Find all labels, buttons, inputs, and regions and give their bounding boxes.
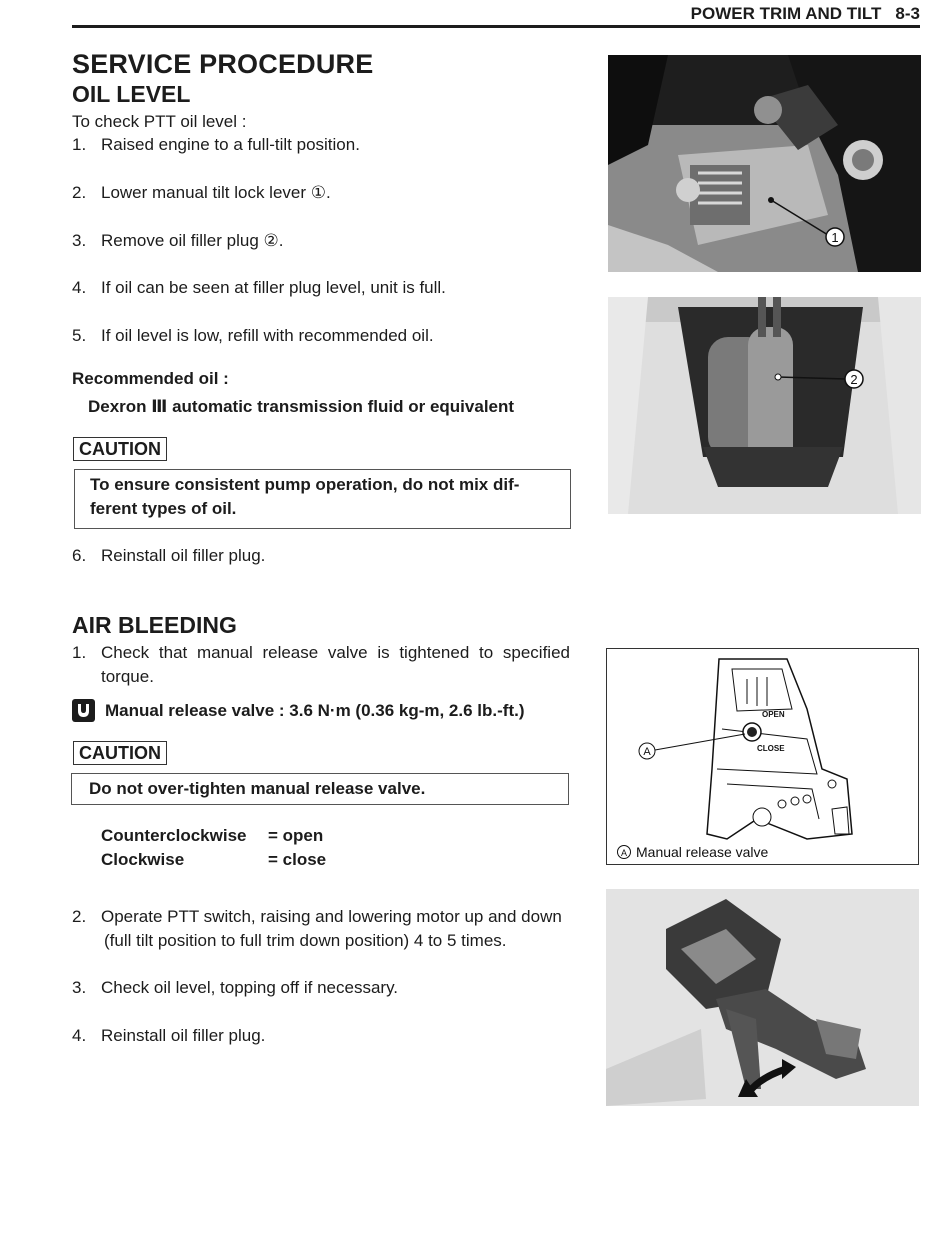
manual-release-valve-diagram	[606, 648, 919, 865]
air-step-3	[72, 976, 398, 1000]
header-section: POWER TRIM AND TILT	[690, 4, 882, 23]
tilting-motor-photo	[606, 889, 919, 1106]
caution-box	[74, 469, 571, 529]
marker-a-label: A	[643, 746, 651, 758]
step-2	[72, 181, 331, 205]
step-4	[72, 276, 446, 300]
valve-direction-table	[101, 824, 326, 872]
air-bleeding-title: AIR BLEEDING	[72, 612, 237, 638]
section-title: SERVICE PROCEDURE	[72, 49, 374, 79]
step-number: 4.	[72, 1026, 87, 1045]
caution-box-2	[71, 773, 569, 805]
step-text: Raised engine to a full-tilt position.	[101, 135, 360, 154]
page-number: 8-3	[895, 4, 920, 23]
oil-filler-plug-photo	[608, 297, 921, 514]
step-text: If oil can be seen at filler plug level, unit is full.	[101, 278, 446, 297]
step-number: 5.	[72, 326, 87, 345]
open-label: OPEN	[762, 710, 785, 719]
step-number: 3.	[72, 978, 87, 997]
direction-label: Counterclockwise	[101, 826, 247, 845]
step-3	[72, 229, 283, 253]
step-number: 3.	[72, 231, 87, 250]
close-label: CLOSE	[757, 744, 785, 753]
caution-text-2: Do not over-tighten manual release valve.	[89, 779, 426, 798]
direction-value: = close	[268, 850, 327, 869]
caution-label: CAUTION	[73, 437, 167, 461]
step-text: Reinstall oil filler plug.	[101, 546, 266, 565]
direction-row	[101, 848, 326, 872]
caution-text: To ensure consistent pump operation, do not mix dif- ferent types of oil.	[90, 475, 520, 518]
page-header	[0, 4, 920, 24]
step-text: If oil level is low, refill with recommended oil.	[101, 326, 434, 345]
direction-row	[101, 824, 326, 848]
header-rule	[72, 25, 920, 28]
oil-level-intro: To check PTT oil level :	[72, 112, 247, 131]
torque-spec: Manual release valve : 3.6 N·m (0.36 kg-m, 2.6 lb.-ft.)	[105, 701, 525, 720]
step-number: 1.	[72, 135, 87, 154]
oil-level-title: OIL LEVEL	[72, 81, 191, 107]
air-step-2	[72, 905, 562, 953]
step-number: 2.	[72, 907, 87, 926]
callout-1-label: 1	[831, 230, 839, 245]
tilt-lock-lever-photo	[608, 55, 921, 272]
air-step-4	[72, 1024, 265, 1048]
step-5	[72, 324, 434, 348]
step-text-line2: (full tilt position to full trim down position) 4 to 5 times.	[104, 931, 507, 950]
diagram-caption: Manual release valve	[636, 844, 769, 860]
recommended-oil-value: Dexron Ⅲ automatic transmission fluid or equivalent	[88, 397, 515, 416]
callout-2-label: 2	[850, 372, 858, 387]
torque-wrench-icon	[72, 699, 95, 722]
step-text: Reinstall oil filler plug.	[101, 1026, 266, 1045]
step-text: Check that manual release valve is tightened to specified torque.	[101, 643, 570, 686]
step-number: 2.	[72, 183, 87, 202]
caution-label-2: CAUTION	[73, 741, 167, 765]
step-text: Operate PTT switch, raising and lowering motor up and down	[101, 907, 562, 926]
step-6	[72, 544, 265, 568]
step-text: Check oil level, topping off if necessary.	[101, 978, 399, 997]
step-number: 6.	[72, 546, 87, 565]
caption-marker-label: A	[620, 848, 628, 858]
step-number: 1.	[72, 643, 87, 662]
direction-value: = open	[268, 826, 324, 845]
step-text: Remove oil filler plug ②.	[101, 231, 284, 250]
step-1	[72, 133, 360, 157]
step-number: 4.	[72, 278, 87, 297]
air-step-1	[72, 641, 570, 689]
direction-label: Clockwise	[101, 850, 185, 869]
recommended-oil-label: Recommended oil :	[72, 369, 229, 388]
step-text: Lower manual tilt lock lever ①.	[101, 183, 331, 202]
